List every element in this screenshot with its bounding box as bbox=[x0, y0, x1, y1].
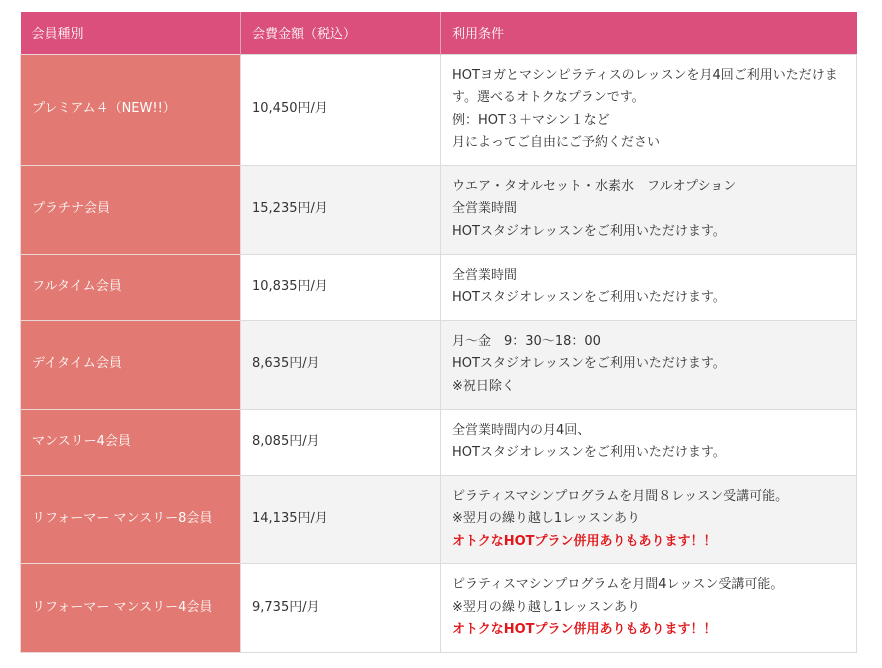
condition-line: 例：HOT３＋マシン１など bbox=[452, 112, 610, 128]
table-row bbox=[21, 254, 857, 320]
table-row bbox=[21, 564, 857, 653]
membership-type-cell: リフォーマー マンスリー8会員 bbox=[21, 475, 241, 564]
table-header-row bbox=[21, 12, 857, 54]
table-row bbox=[21, 475, 857, 564]
conditions-cell bbox=[441, 54, 857, 165]
conditions-cell bbox=[441, 254, 857, 320]
conditions-cell bbox=[441, 475, 857, 564]
membership-type-cell: マンスリー4会員 bbox=[21, 409, 241, 475]
promo-note: オトクなHOTプラン併用ありもあります！！ bbox=[452, 533, 717, 549]
header-conditions: 利用条件 bbox=[441, 12, 857, 54]
condition-line: 全営業時間 bbox=[452, 267, 518, 283]
membership-fee-table bbox=[20, 12, 857, 653]
condition-line: 全営業時間 bbox=[452, 201, 518, 217]
fee-cell: 14,135円/月 bbox=[241, 475, 441, 564]
promo-note: オトクなHOTプラン併用ありもあります！！ bbox=[452, 622, 717, 637]
conditions-cell bbox=[441, 564, 857, 653]
condition-line: 月〜金 9：30〜18：00 bbox=[452, 333, 601, 349]
condition-line: 全営業時間内の月4回、 bbox=[452, 422, 591, 438]
fee-cell: 8,635円/月 bbox=[241, 320, 441, 409]
condition-line: ピラティスマシンプログラムを月間８レッスン受講可能。 bbox=[452, 488, 789, 504]
conditions-cell bbox=[441, 409, 857, 475]
fee-cell: 9,735円/月 bbox=[241, 564, 441, 653]
membership-fee-table-container bbox=[20, 12, 856, 653]
fee-cell: 15,235円/月 bbox=[241, 165, 441, 254]
table-row bbox=[21, 320, 857, 409]
header-membership-type: 会員種別 bbox=[21, 12, 241, 54]
membership-type-cell: フルタイム会員 bbox=[21, 254, 241, 320]
condition-line: ウエア・タオルセット・水素水 フルオプション bbox=[452, 178, 737, 194]
header-fee: 会費金額（税込） bbox=[241, 12, 441, 54]
membership-type-cell: デイタイム会員 bbox=[21, 320, 241, 409]
table-row bbox=[21, 54, 857, 165]
condition-line: HOTスタジオレッスンをご利用いただけます。 bbox=[452, 356, 726, 372]
conditions-cell bbox=[441, 320, 857, 409]
condition-line: HOTヨガとマシンピラティスのレッスンを月4回ご利用いただけます。選べるオトクなプランです。 bbox=[452, 67, 838, 105]
condition-line: ※祝日除く bbox=[452, 378, 515, 394]
fee-cell: 10,835円/月 bbox=[241, 254, 441, 320]
condition-line: 月によってご自由にご予約ください bbox=[452, 135, 661, 150]
condition-line: ※翌月の繰り越し1レッスンあり bbox=[452, 511, 641, 526]
condition-line: HOTスタジオレッスンをご利用いただけます。 bbox=[452, 445, 726, 460]
table-row bbox=[21, 409, 857, 475]
condition-line: HOTスタジオレッスンをご利用いただけます。 bbox=[452, 223, 726, 239]
membership-type-cell: プラチナ会員 bbox=[21, 165, 241, 254]
condition-line: HOTスタジオレッスンをご利用いただけます。 bbox=[452, 290, 726, 305]
table-row bbox=[21, 165, 857, 254]
condition-line: ピラティスマシンプログラムを月間4レッスン受講可能。 bbox=[452, 577, 784, 592]
fee-cell: 10,450円/月 bbox=[241, 54, 441, 165]
fee-cell: 8,085円/月 bbox=[241, 409, 441, 475]
condition-line: ※翌月の繰り越し1レッスンあり bbox=[452, 599, 641, 615]
conditions-cell bbox=[441, 165, 857, 254]
membership-type-cell: リフォーマー マンスリー4会員 bbox=[21, 564, 241, 653]
membership-type-cell: プレミアム４（NEW!!） bbox=[21, 54, 241, 165]
